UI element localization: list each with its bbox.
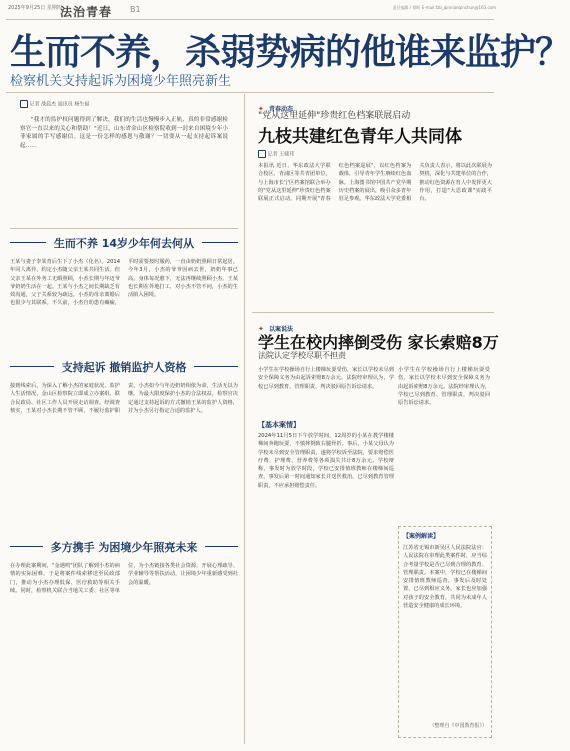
article3-right-text: 小学生在学校操场自行上楼梯玩耍受伤，家长以学校未尽到安全保障义务为由起诉索赔8万余元。法院经审理认为，学校已尽到教育、管理职责，判决驳回原告诉讼请求。: [398, 367, 490, 407]
star-icon: ✦: [258, 105, 264, 113]
main-headline: 生而不养，杀弱势病的他谁来监护？: [10, 31, 570, 72]
main-subhead: 检察机关支持起诉为困境少年照亮新生: [10, 74, 232, 89]
reporter-icon: [20, 100, 28, 108]
section-body-2: 接到线索后，为深入了解小杰的家庭状况、监护人生活情况，金山区检察院立即成立办案组，联合民政局、社区工作人员开展走访调查。经调查核实，王某对小杰长期不管不顾，不履行监护职责，小杰如今与年迈奶奶相依为命，生活无以为继。为最大限度保护小杰的合法权益，检察官决定通过支持起诉的方式撤销王某的监护人资格，并为小杰另行指定合适的监护人。: [10, 383, 238, 414]
article2-headline: 九枝共建红色青年人共同体: [258, 127, 462, 147]
article3-subhead: 法院认定学校尽职不担责: [258, 351, 346, 360]
page-number: B1: [130, 5, 141, 14]
article1-byline: 记者 战晨杰 通讯员 杨生福: [20, 100, 89, 108]
section-title: 法治青春: [60, 5, 113, 19]
article2-body: 本报讯 近日，华东政法大学联合校区、青浦区等共青团单位，与上海市长宁区档案馆联合举办的"党从这里延伸"珍贵红色档案联展正式启动。同期开展"青春红色档案巡展"，以红色档案为载体，引导青年学生赓续红色血脉。上海图书馆中国共产党早期历史档案的展出，吸引众多青年驻足参观。华东政法大学党委相关负责人表示，将以此次联展为契机，深化与共建单位的合作，推动红色资源在育人中发挥更大作用，打造"大思政课"实践平台。: [258, 163, 492, 203]
article3-lead: 小学生在学校操场自行上楼梯玩耍受伤，家长以学校未尽到安全保障义务为由起诉索赔8万余元。法院经审理认为，学校已尽到教育、管理职责，判决驳回原告诉讼请求。: [258, 367, 394, 390]
article3-body: 2024年11月5日下午放学时间，12周岁的小某在教学楼楼梯间奔跑玩耍，不慎摔倒致右腿骨折。事后，小某父母认为学校未尽到安全管理职责，遂将学校诉至法院，要求赔偿医疗费、护理费、营养费等各项损失共计8万余元。学校辩称，事发时为放学时段，学校已安排值班教师在楼梯间巡查，事发后第一时间通知家长并送医救治，已尽到教育管理职责，不应承担赔偿责任。: [258, 433, 394, 489]
case-commentary-box: [398, 526, 492, 738]
case-signature: （整理自《中国教育报》）: [429, 723, 487, 729]
article2-divider: [252, 312, 494, 313]
header-divider: [6, 19, 494, 20]
article1-intro: "我才的监护权问题得到了解决，我们的生活也慢慢步入正轨，真的非常感谢检察官一直以来的关心和帮助！"近日，山东省金山区检察院收到一封来自困境少年小菲家属的手写感谢信。这是一份怎样的感恩与敬谢？一切要从一起支持起诉案说起……: [20, 117, 228, 149]
article2-subhead: "党从这里延伸"珍贵红色档案联展启动: [258, 111, 411, 121]
column-divider: [244, 94, 245, 744]
editor-info: 责任编辑 / 徐昕 E-mail:fzb_qinnianqinchun@163.com: [392, 5, 496, 10]
section-header-2: 支持起诉 撤销监护人资格: [10, 356, 238, 378]
headline-divider: [6, 92, 494, 93]
section-body-3: 在办理此案期间，"金遇鸣"团队了解到小杰的病情的实际困难，于是将案件线索移送至民政部门，推动为小杰办理低保、医疗救助等相关手续。同时，检察机关联合当地关工委、社区等单位，为小杰链接各类社会资源，开展心理疏导、学业辅导等帮扶活动，让困境少年重新感受到社会的温暖。: [10, 563, 238, 594]
reporter-icon: [258, 150, 266, 158]
article3-tag: ✦ 以案说法: [258, 325, 293, 333]
article3-headline: 学生在校内摔倒受伤 家长索赔8万: [258, 333, 499, 352]
article3-section-title: 【基本案情】: [258, 421, 300, 429]
issue-date: 2025年9月25日 星期四: [8, 5, 62, 11]
intro-divider: [10, 228, 238, 229]
article2-kicker: ✦ 青春动态: [258, 105, 293, 113]
section-body-1: 王某与妻子李某育后生下了小杰（化名）。2014年同人离异，约定小杰随父亲王某共同生活。但父亲王某在外务工无暇照顾，小杰长期与年迈爷爷奶奶生活在一起。王某与小杰之间长期缺乏有效沟通，父子关系较为疏远。小杰的母亲离婚后也很少与其联系。不久前，小杰自幼患有癫痫，平时需要按时服药，一直由奶奶照顾日常起居。今年3月，小杰的爷爷因病去世，奶奶年事已高，身体每况愈下，无法再继续照顾小杰。王某也长期在外地打工，对小杰不管不问，小杰的生活陷入困境。: [10, 259, 238, 307]
case-title: 【案例解读】: [403, 533, 440, 540]
star-icon: ✦: [258, 325, 264, 333]
article2-byline: 记者 王婕玮: [258, 150, 294, 158]
section-header-1: 生而不养 14岁少年何去何从: [10, 232, 238, 254]
section-header-3: 多方携手 为困境少年照亮未来: [10, 536, 238, 558]
case-body: 江苏省无锡市新吴区人民法院法官：人民法院在审理此类案件时，应当综合考量学校是否已尽到合理的教育、管理职责。本案中，学校已在楼梯间安排值班教师巡查，事发后及时处置，已尽到相应义务。家长也应加强对孩子的安全教育，共同为未成年人营造安全健康的成长环境。: [403, 545, 487, 610]
